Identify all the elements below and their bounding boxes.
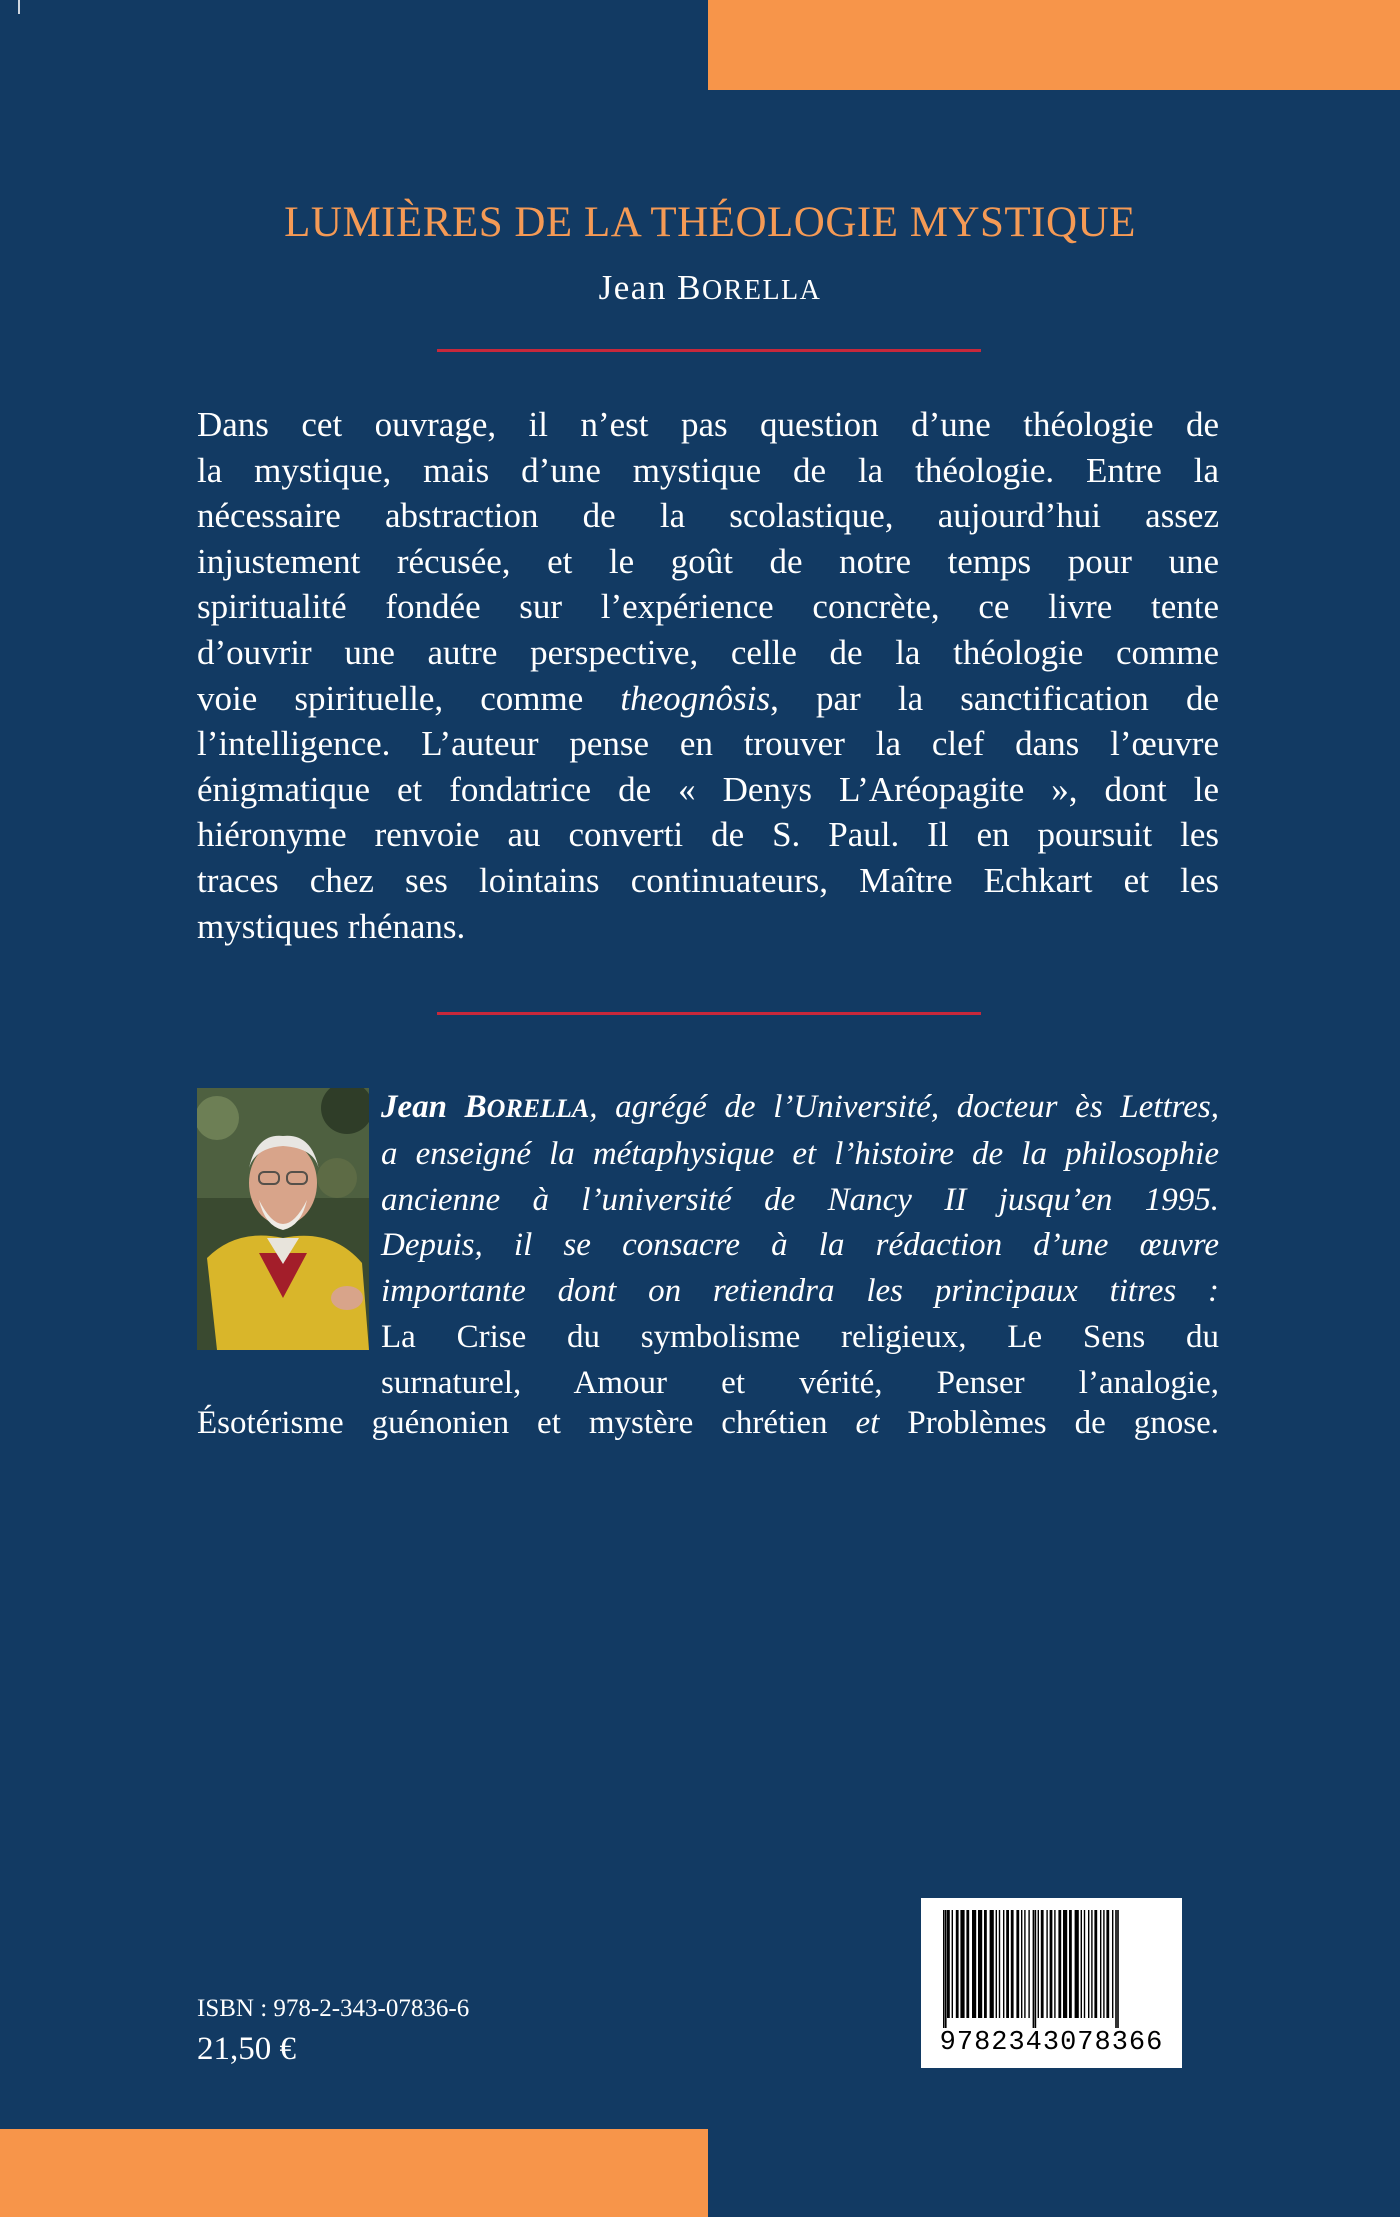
- isbn: ISBN : 978-2-343-07836-6: [197, 1995, 470, 2022]
- barcode-digits: 9782343078366: [939, 2028, 1164, 2058]
- blurb-line: énigmatique et fondatrice de « Denys L’Aréopagite », dont le: [197, 769, 1219, 809]
- bio-line: surnaturel, Amour et vérité, Penser l’analogie,: [381, 1364, 1219, 1401]
- blurb-line: mystiques rhénans.: [197, 906, 466, 946]
- author-bio: [381, 1085, 1219, 1407]
- bio-line: La Crise du symbolisme religieux, Le Sens du: [381, 1318, 1219, 1355]
- crop-mark: [18, 0, 20, 14]
- bio-line: Depuis, il se consacre à la rédaction d’une œuvre: [381, 1227, 1219, 1264]
- author-last-name: BORELLA: [677, 268, 822, 307]
- author-first-name: Jean: [598, 268, 667, 307]
- blurb-text: [197, 402, 1219, 949]
- blurb-line: Dans cet ouvrage, il n’est pas question d’une théologie de: [197, 405, 1219, 444]
- title-divider: [437, 349, 981, 352]
- blurb-line: la mystique, mais d’une mystique de la théologie. Entre la: [197, 450, 1219, 490]
- barcode-bars: [921, 1898, 1182, 2028]
- bio-author-name: Jean BORELLA: [381, 1089, 590, 1125]
- price: 21,50 €: [197, 2031, 296, 2067]
- blurb-line: d’ouvrir une autre perspective, celle de la théologie comme: [197, 632, 1219, 672]
- blurb-line: nécessaire abstraction de la scolastique, aujourd’hui assez: [197, 496, 1219, 536]
- book-title: LUMIÈRES DE LA THÉOLOGIE MYSTIQUE: [284, 199, 1136, 246]
- book-author: [0, 268, 1400, 308]
- bottom-accent-band: [0, 2129, 708, 2217]
- blurb-line: traces chez ses lointains continuateurs, Maître Echkart et les: [197, 860, 1219, 900]
- bio-titles-line: Ésotérisme guénonien et mystère chrétien et Problèmes de gnose.: [197, 1405, 1219, 1441]
- top-accent-band: [708, 0, 1400, 90]
- section-divider: [437, 1012, 981, 1015]
- barcode: [921, 1898, 1182, 2068]
- author-photo: [197, 1088, 369, 1350]
- bio-line: ancienne à l’université de Nancy II jusqu’en 1995.: [381, 1181, 1219, 1218]
- bio-line: Jean BORELLA, agrégé de l’Université, docteur ès Lettres,: [381, 1089, 1219, 1125]
- blurb-line: spiritualité fondée sur l’expérience concrète, ce livre tente: [197, 587, 1219, 627]
- blurb-line: voie spirituelle, comme theognôsis, par la sanctification de: [197, 678, 1219, 718]
- blurb-line: hiéronyme renvoie au converti de S. Paul. Il en poursuit les: [197, 815, 1219, 855]
- bio-line: importante dont on retiendra les principaux titres :: [381, 1273, 1219, 1310]
- blurb-line: l’intelligence. L’auteur pense en trouver la clef dans l’œuvre: [197, 724, 1219, 764]
- theognosis-term: theognôsis: [620, 678, 771, 718]
- bio-line: a enseigné la métaphysique et l’histoire de la philosophie: [381, 1135, 1219, 1172]
- blurb-line: injustement récusée, et le goût de notre temps pour une: [197, 541, 1219, 581]
